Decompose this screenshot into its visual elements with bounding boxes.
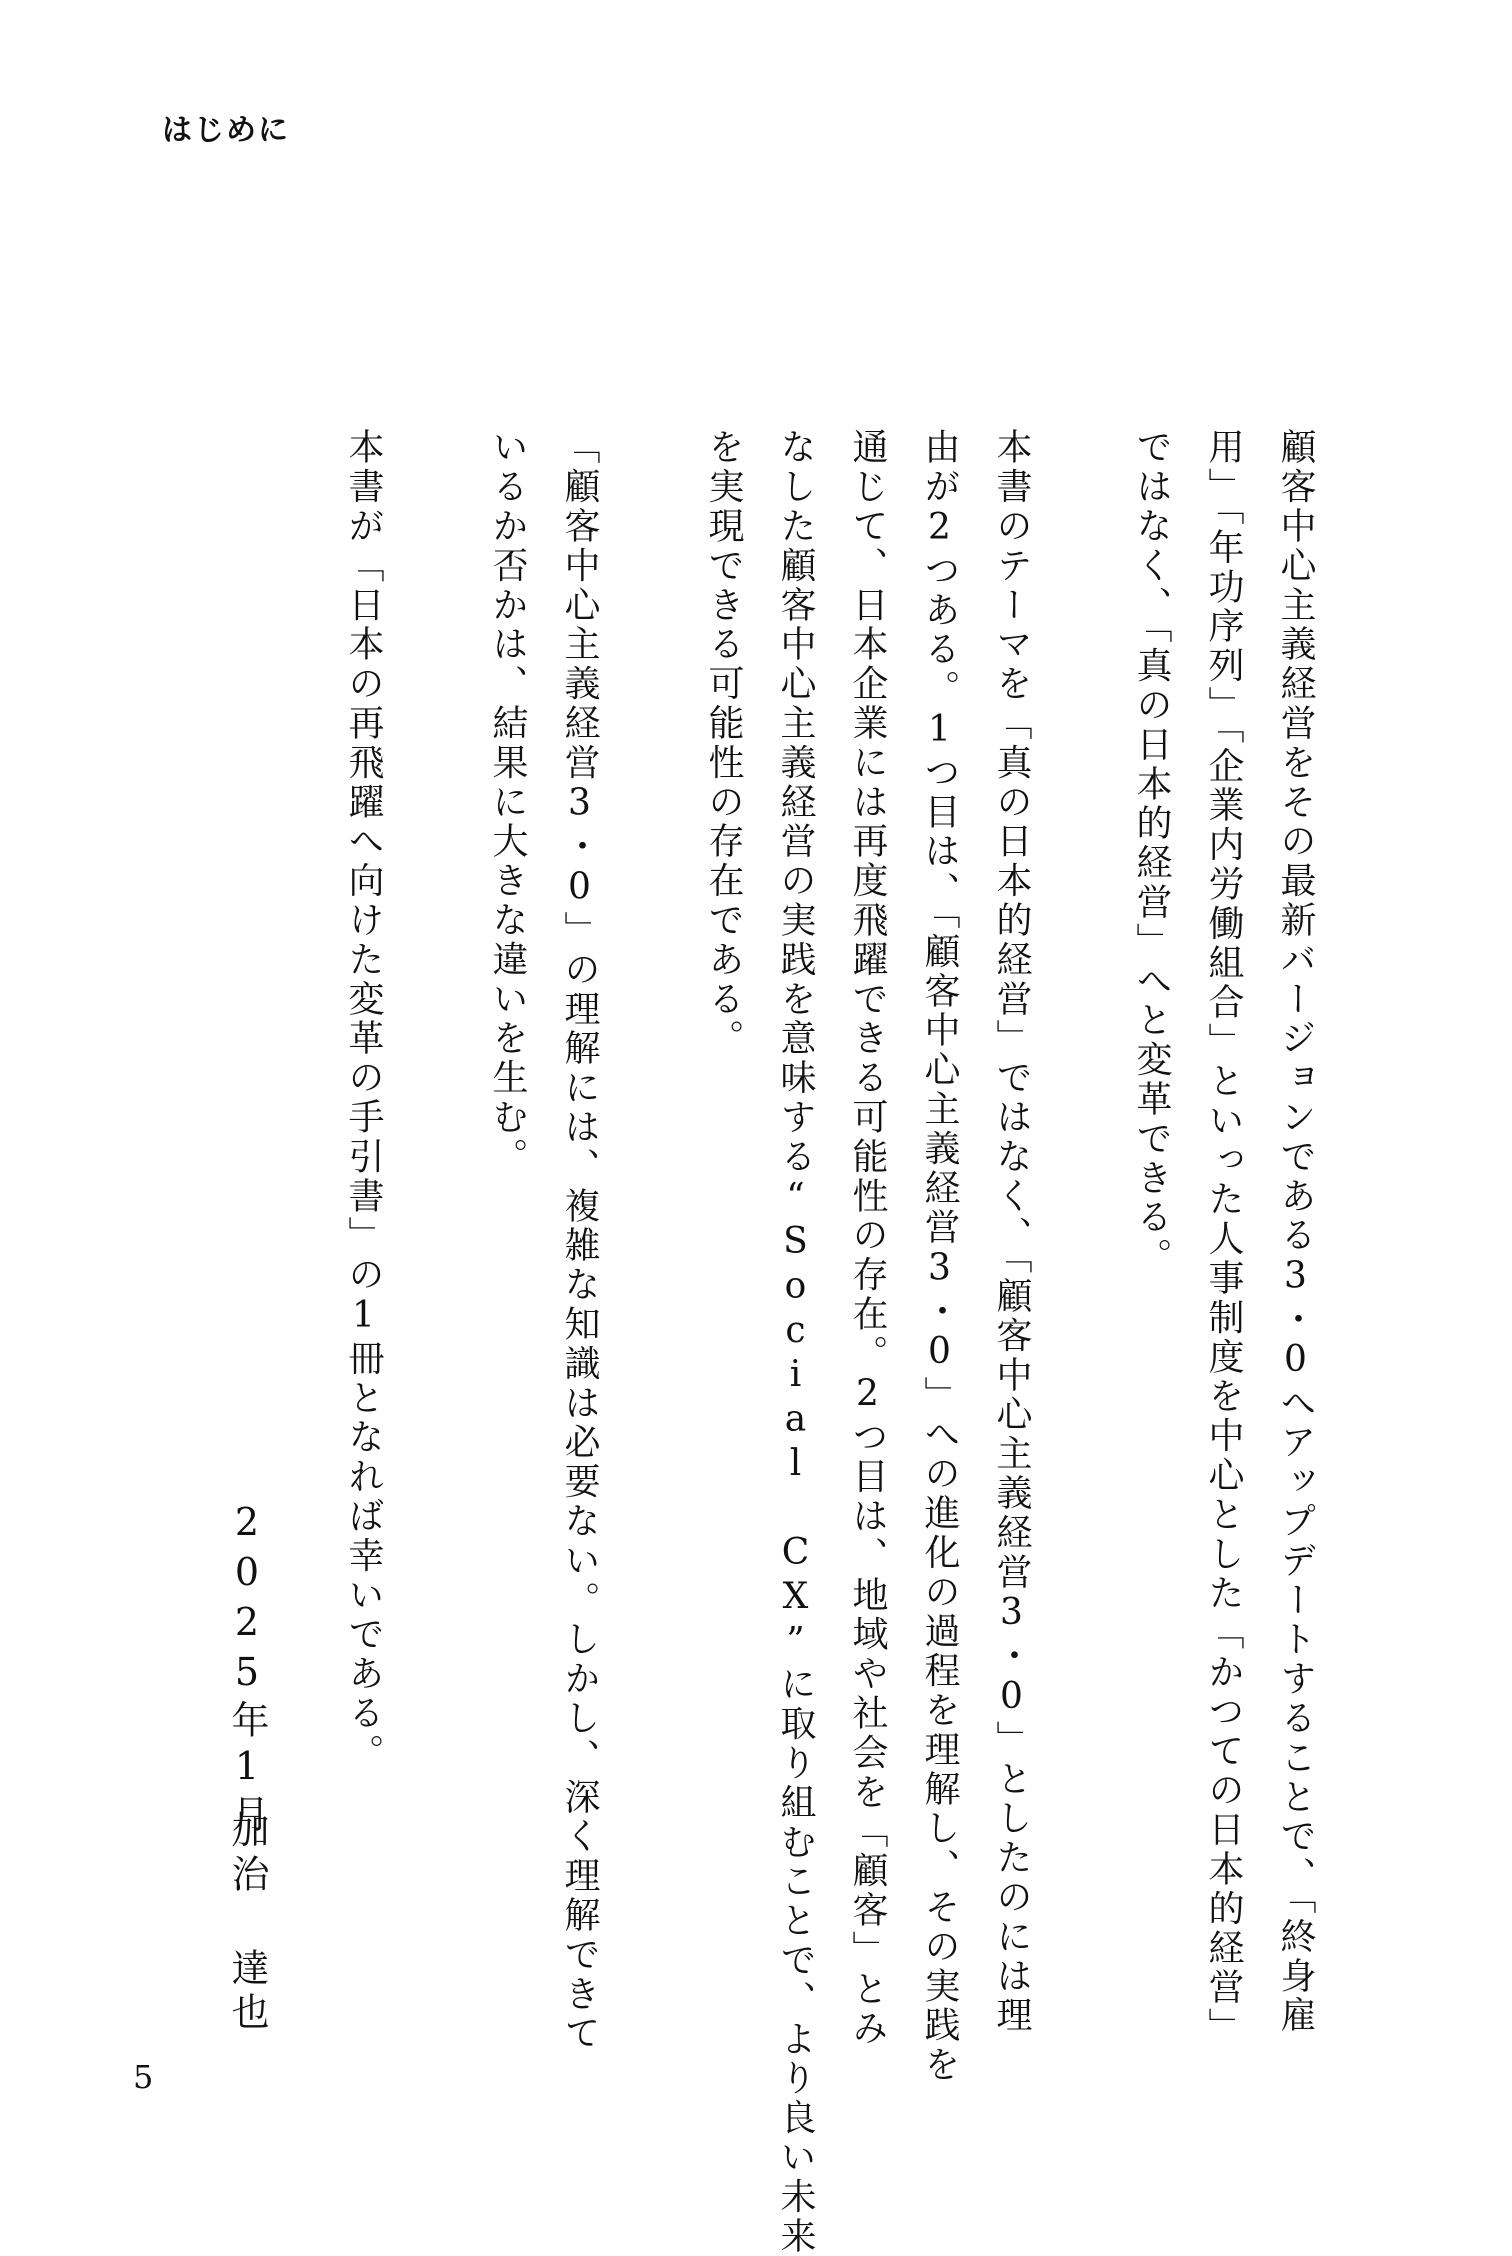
text-line: 用」「年功序列」「企業内労働組合」といった人事制度を中心とした「かつての日本的経営」 [1203,428,1244,2047]
text-line: 由が2つある。1つ目は、「顧客中心主義経営3・0」への進化の過程を理解し、その実践を [919,428,960,2085]
section-heading: はじめに [162,113,290,148]
text-line: 「顧客中心主義経営3・0」の理解には、複雑な知識は必要ない。しかし、深く理解できて [559,428,600,2054]
signature-author: 加治 達也 [225,1810,269,2036]
text-line: ではなく、「真の日本的経営」へと変革できる。 [1131,428,1172,1277]
paragraph-1 [1115,428,1331,2048]
paragraph-4 [327,428,399,2048]
paragraph-3 [471,428,615,2054]
text-line: 本書のテーマを「真の日本的経営」ではなく、「顧客中心主義経営3・0」としたのには理 [991,428,1032,2036]
text-line: 通じて、日本企業には再度飛躍できる可能性の存在。2つ目は、地域や社会を「顧客」とみ [847,428,888,2049]
text-line: を実現できる可能性の存在である。 [703,428,744,1059]
paragraph-2 [687,428,1047,2256]
text-line: なした顧客中心主義経営の実践を意味する“Social CX”に取り組むことで、より良い未来 [775,428,816,2256]
text-line: いるか否かは、結果に大きな違いを生む。 [487,428,528,1177]
text-line: 本書が「日本の再飛躍へ向けた変革の手引書」の1冊となれば幸いである。 [343,428,384,1773]
page-number: 5 [133,2058,154,2096]
text-line: 顧客中心主義経営をその最新バージョンである3・0へアップデートすることで、「終身雇 [1275,428,1316,2036]
signature-date: 2025年1月 [225,1500,269,1838]
